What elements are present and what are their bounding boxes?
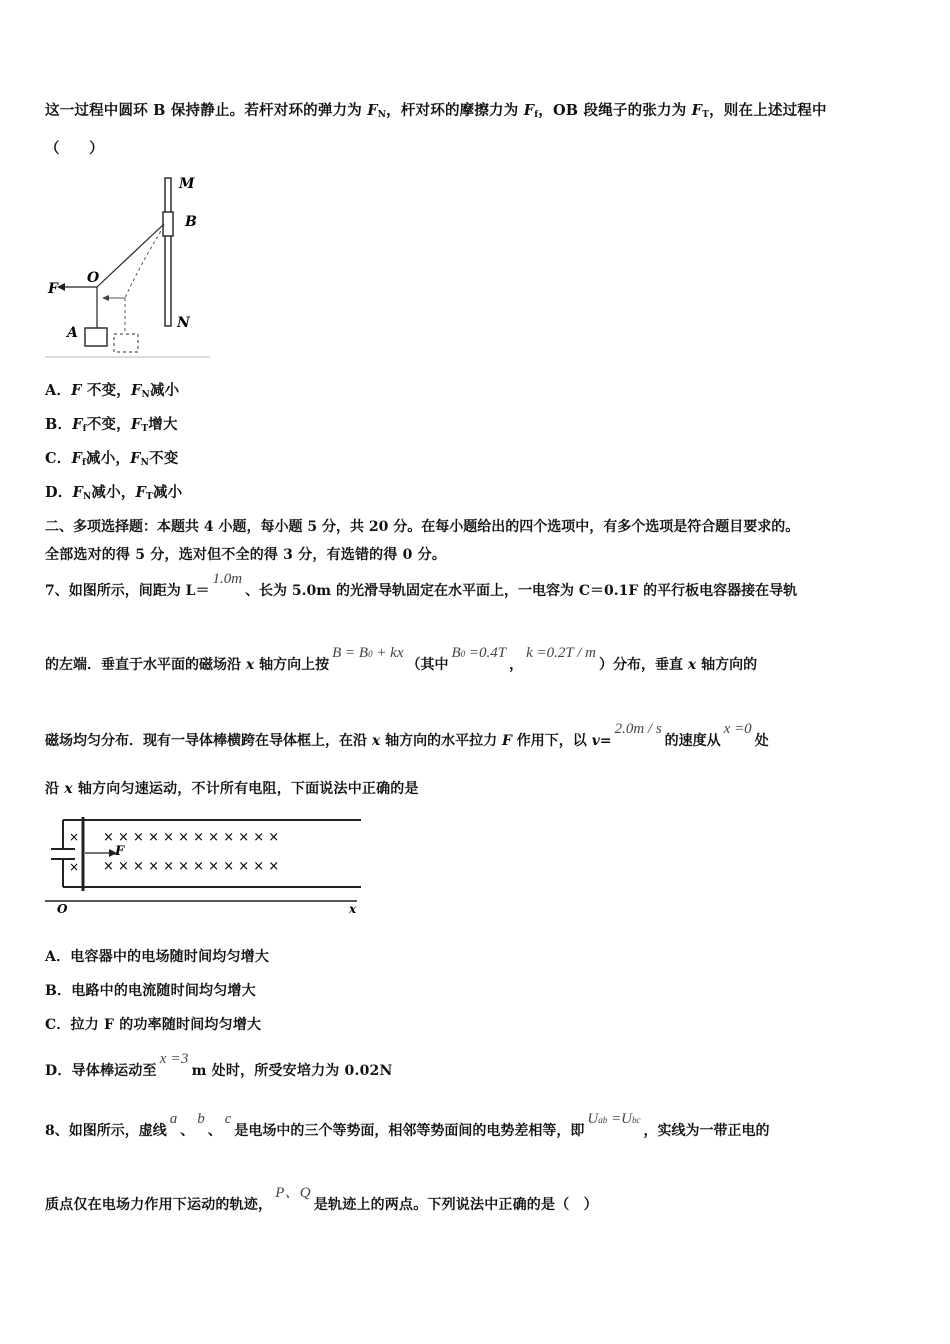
q6-option-b — [45, 415, 915, 439]
subscript: N — [377, 110, 387, 120]
text: 不变， — [81, 382, 132, 399]
symbol: F — [691, 102, 703, 119]
option-letter: C． — [45, 1017, 71, 1033]
label-f: F — [48, 281, 58, 297]
formula — [329, 645, 406, 661]
text: ，杆对环的摩擦力为 — [386, 102, 524, 119]
q6-option-a — [45, 381, 915, 405]
text: 轴方向的 — [696, 657, 758, 673]
label-o: O — [87, 270, 100, 286]
arrow-head — [102, 295, 109, 301]
subscript: N — [82, 492, 92, 502]
formula-part: =U — [607, 1111, 632, 1127]
q7-option-d — [45, 1051, 915, 1081]
text: ，则在上述过程中 — [709, 102, 827, 119]
text: 的左端．垂直于水平面的磁场沿 — [45, 657, 246, 673]
q6-answer-bracket: （ ） — [45, 140, 104, 157]
formula: a — [169, 1111, 178, 1127]
formula: 2.0m / s — [614, 721, 662, 737]
subscript: f — [534, 110, 539, 120]
symbol: v — [591, 733, 600, 749]
text: 质点仅在电场力作用下运动的轨迹， — [45, 1197, 273, 1213]
formula: k =0.2T / m — [526, 645, 596, 661]
formula — [449, 645, 510, 661]
field-mark-left: × — [69, 830, 80, 844]
field-mark-left: × — [69, 860, 80, 874]
text: 是电场中的三个等势面，相邻等势面间的电势差相等，即 — [234, 1123, 585, 1139]
text: 磁场均匀分布．现有一导体棒横跨在导体框上，在沿 — [45, 733, 372, 749]
text: 沿 — [45, 781, 65, 797]
option-letter: B． — [45, 983, 72, 999]
text: （其中 — [406, 657, 449, 673]
symbol: F — [71, 450, 82, 467]
q7-figure-capacitor-rails — [45, 815, 365, 915]
option-letter: A． — [45, 949, 71, 965]
q6-stem-line-1 — [45, 101, 915, 125]
label-m: M — [179, 176, 195, 192]
symbol: F — [71, 382, 82, 399]
rope-ob — [97, 224, 164, 287]
formula-part: =0.4T — [465, 645, 507, 661]
q7-stem-line-2 — [45, 645, 915, 676]
formula-subscript: 0 — [460, 649, 466, 659]
formula: c — [224, 1111, 232, 1127]
symbol: F — [135, 484, 147, 501]
symbol: F — [72, 484, 83, 501]
formula — [584, 1111, 643, 1127]
text: ，实线为一带正电的 — [643, 1123, 770, 1139]
text: m 处时，所受安培力为 0.02N — [191, 1063, 393, 1079]
q7-option-a — [45, 947, 915, 967]
text: 减小， — [86, 450, 131, 467]
rope-dashed — [125, 226, 164, 298]
q7-stem-line-4 — [45, 779, 915, 799]
text: 减小 — [149, 382, 180, 399]
option-text: 电容器中的电场随时间均匀增大 — [70, 949, 270, 965]
text: 减小， — [91, 484, 136, 501]
q7-option-b — [45, 981, 915, 1001]
symbol: F — [131, 382, 142, 399]
text: 轴方向的水平拉力 — [380, 733, 502, 749]
text: 这一过程中圆环 B 保持静止。若杆对环的弹力为 — [45, 102, 368, 119]
formula-part: U — [587, 1111, 599, 1127]
text: 8、如图所示，虚线 — [45, 1123, 167, 1139]
text: 导体棒运动至 — [71, 1063, 157, 1079]
formula-part: B = B — [332, 645, 369, 661]
subscript: f — [82, 424, 87, 434]
force-label: F — [115, 844, 125, 859]
subscript: T — [146, 492, 153, 502]
q8-stem-line-1 — [45, 1111, 915, 1142]
q7-option-c — [45, 1015, 915, 1035]
field-marks-row-2: × × × × × × × × × × × × — [103, 859, 280, 874]
q6-option-c — [45, 449, 915, 473]
subscript: T — [141, 424, 149, 434]
q6-figure-rod-ring-rope — [45, 170, 210, 360]
label-n: N — [177, 315, 190, 331]
label-b: B — [185, 214, 197, 230]
symbol: F — [130, 416, 142, 433]
option-letter: C． — [45, 450, 72, 467]
symbol: F — [130, 450, 141, 467]
symbol: x — [245, 657, 255, 673]
option-letter: D． — [45, 1063, 72, 1079]
formula: P、Q — [275, 1185, 311, 1201]
formula-part: B — [451, 645, 461, 661]
text: 作用下，以 — [511, 733, 592, 749]
symbol: F — [367, 102, 378, 119]
option-text: 电路中的电流随时间均匀增大 — [71, 983, 256, 999]
option-letter: A． — [45, 382, 72, 399]
formula: 1.0m — [212, 571, 243, 587]
text: 减小 — [152, 484, 183, 501]
text: 处 — [754, 733, 769, 749]
q6-option-d — [45, 483, 915, 507]
formula: x =0 — [723, 721, 752, 737]
section-2-instructions: 全部选对的得 5 分，选对但不全的得 3 分，有选错的得 0 分。 — [45, 547, 447, 563]
text: 轴方向匀速运动，不计所有电阻，下面说法中正确的是 — [72, 781, 419, 797]
subscript: T — [702, 110, 710, 120]
symbol: F — [523, 102, 535, 119]
section-2-heading: 二、多项选择题：本题共 4 小题，每小题 5 分，共 20 分。在每小题给出的四个选项中，有多个选项是符合题目要求的。 — [45, 519, 800, 535]
text: 、 — [207, 1123, 222, 1139]
text: ）分布，垂直 — [599, 657, 688, 673]
option-letter: D． — [45, 484, 73, 501]
formula-subscript: bc — [631, 1115, 641, 1125]
text: 轴方向上按 — [254, 657, 330, 673]
symbol: x — [64, 781, 73, 797]
option-letter: B． — [45, 416, 73, 433]
axis-label: x — [349, 902, 357, 915]
arrow-head — [57, 283, 65, 291]
formula: x =3 — [159, 1051, 189, 1067]
symbol: x — [371, 733, 381, 749]
q7-stem-line-1 — [45, 571, 915, 601]
symbol: F — [501, 733, 512, 749]
text: 是轨迹上的两点。下列说法中正确的是（ ） — [313, 1197, 598, 1213]
field-marks-row-1: × × × × × × × × × × × × — [103, 830, 280, 845]
text: ， — [509, 657, 524, 673]
q7-stem-line-3 — [45, 721, 915, 751]
block-a — [85, 328, 107, 346]
text: 、 — [180, 1123, 195, 1139]
label-a: A — [67, 325, 78, 341]
text: = — [599, 733, 612, 749]
block-a-dashed — [114, 334, 138, 352]
text: 不变， — [86, 416, 131, 433]
symbol: x — [687, 657, 697, 673]
subscript: f — [81, 458, 87, 468]
ring-b — [163, 212, 173, 236]
q8-stem-line-2 — [45, 1185, 915, 1215]
text: 7、如图所示，间距为 L＝ — [45, 583, 210, 599]
text: 增大 — [148, 416, 178, 433]
text: 、长为 5.0m 的光滑导轨固定在水平面上，一电容为 C＝0.1F 的平行板电容器接在导轨 — [245, 583, 798, 599]
subscript: N — [140, 458, 150, 468]
origin-label: O — [57, 902, 68, 915]
formula-subscript: 0 — [368, 649, 373, 659]
vertical-rod — [165, 178, 171, 326]
option-text: 拉力 F 的功率随时间均匀增大 — [70, 1017, 262, 1033]
text: 不变 — [149, 450, 179, 467]
formula-subscript: ab — [598, 1115, 608, 1125]
subscript: N — [141, 390, 150, 400]
formula: b — [197, 1111, 205, 1127]
symbol: F — [72, 416, 83, 433]
formula-part: + kx — [372, 645, 404, 661]
text: ，OB 段绳子的张力为 — [538, 102, 692, 119]
text: 的速度从 — [664, 733, 721, 749]
